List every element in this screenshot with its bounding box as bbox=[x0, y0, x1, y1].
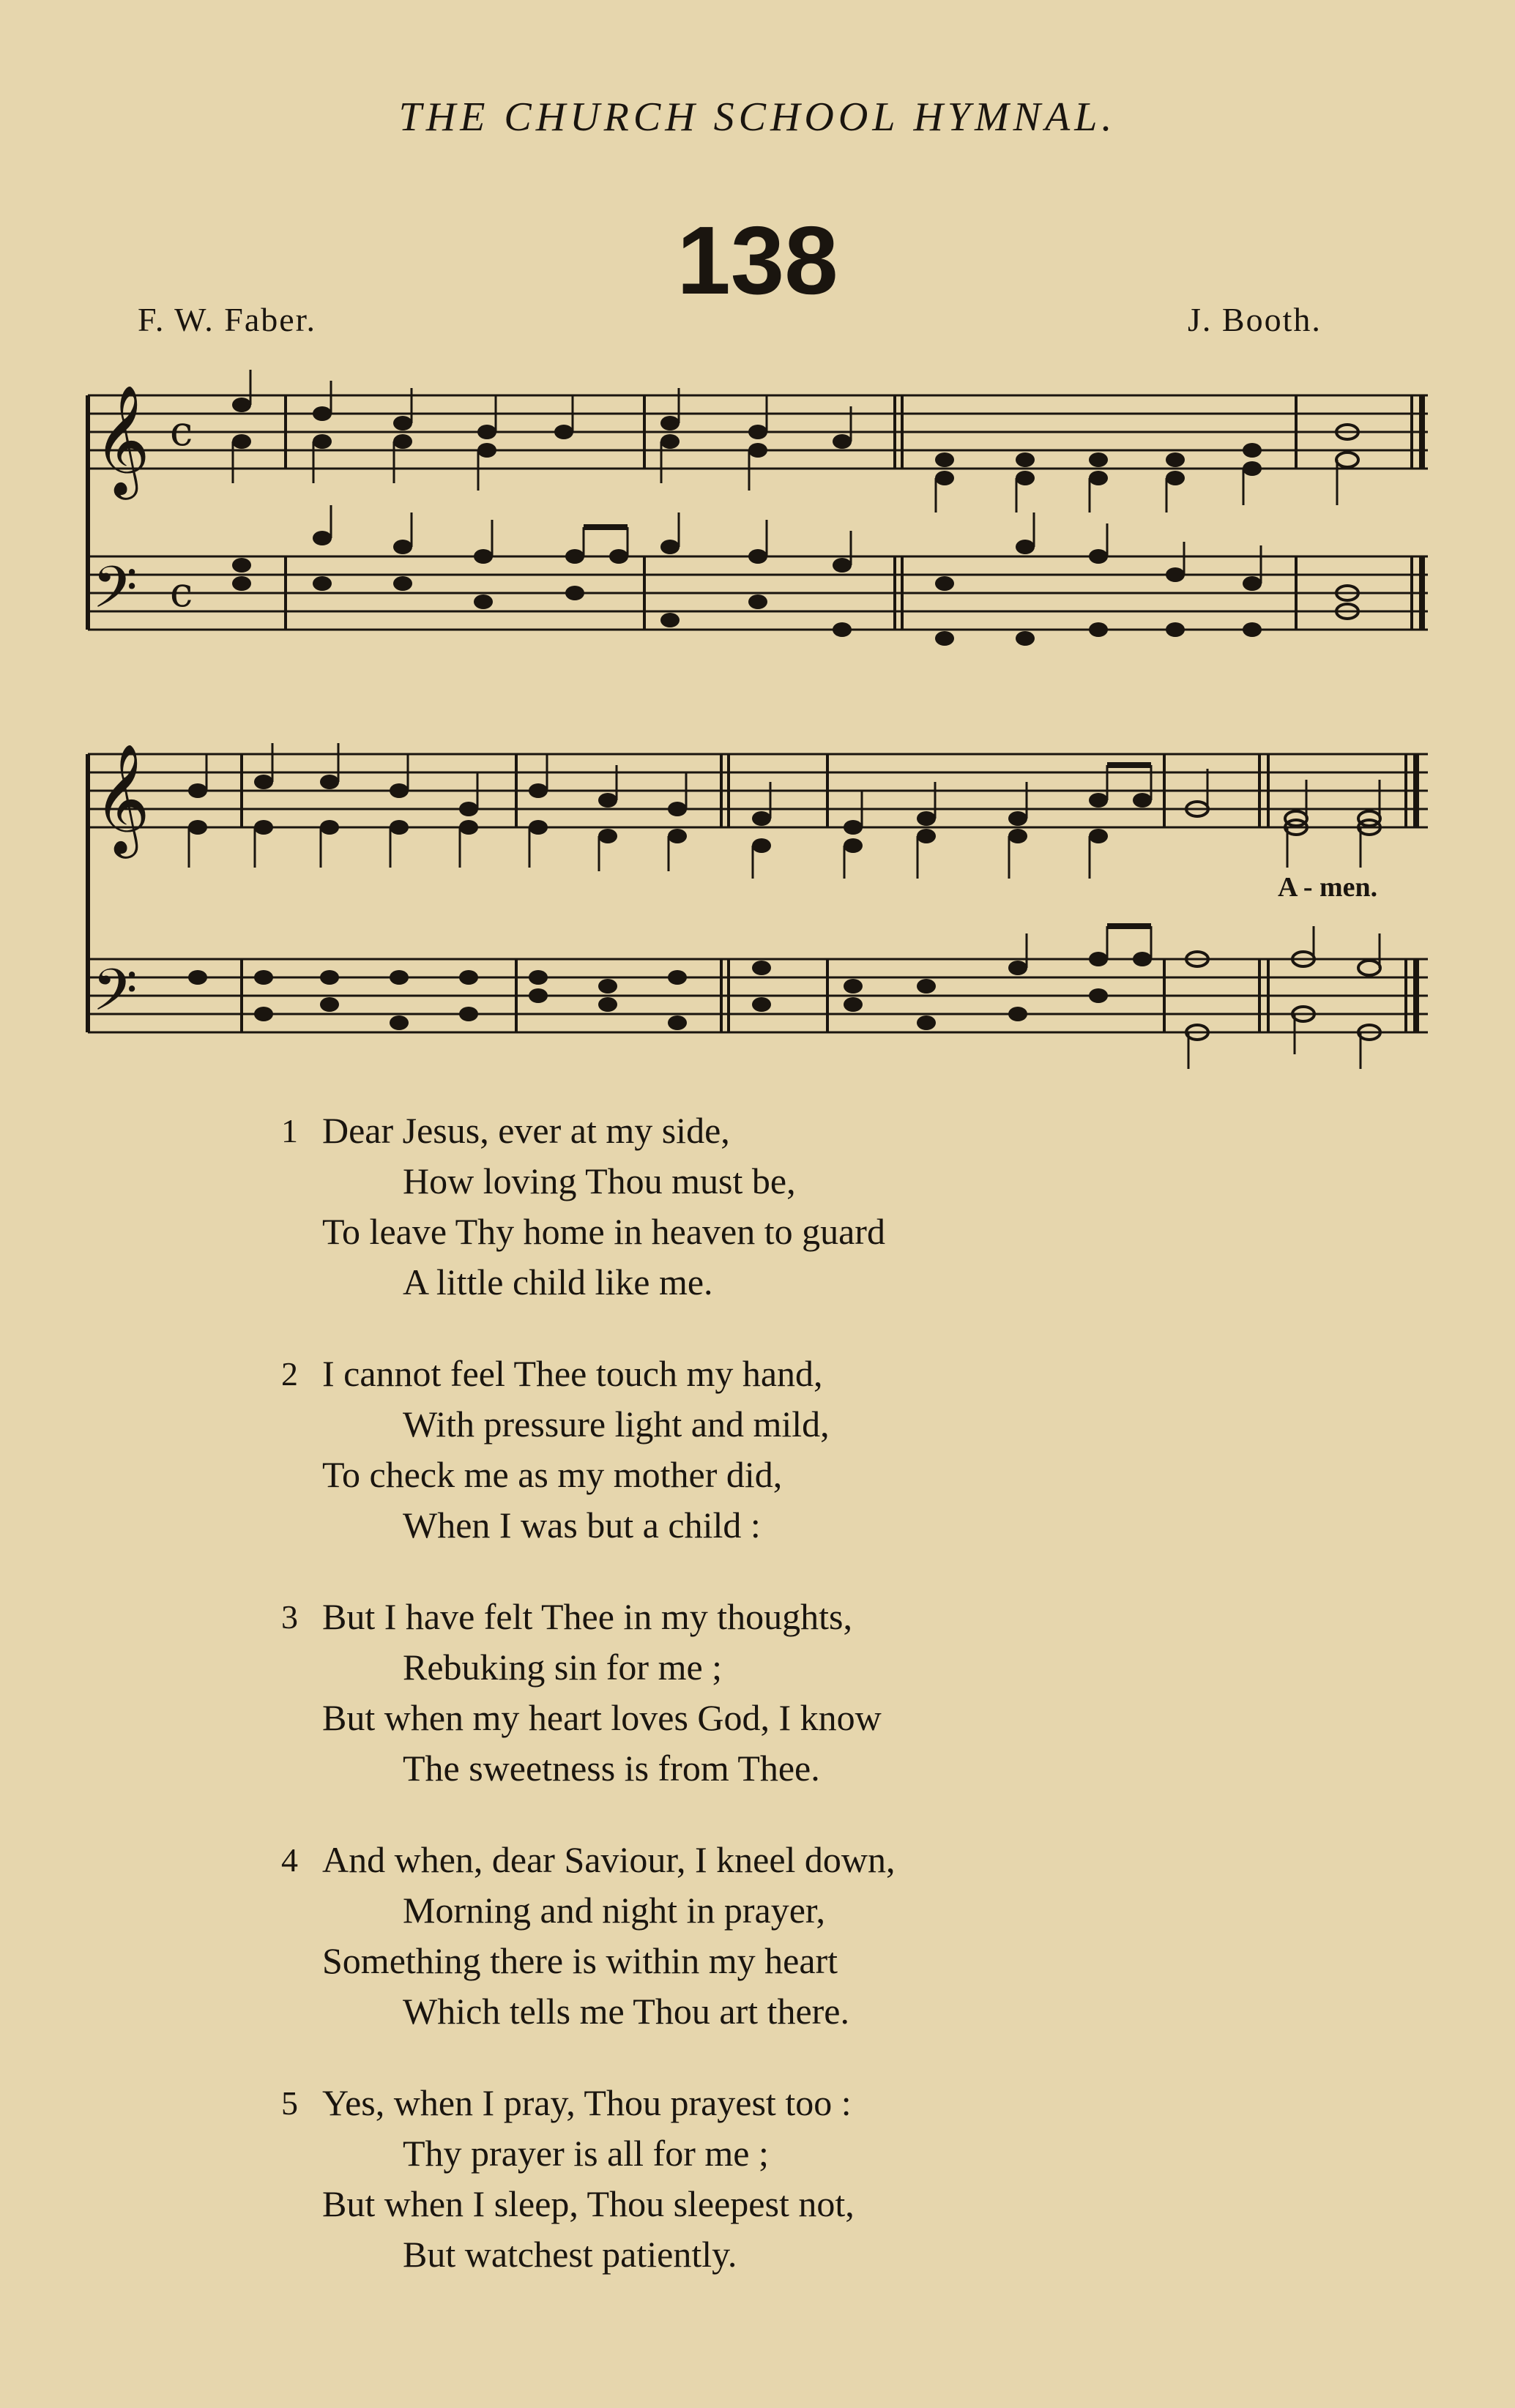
verse-line: I cannot feel Thee touch my hand, bbox=[322, 1353, 823, 1394]
bass-clef: 𝄢 bbox=[92, 956, 138, 1038]
verse-number: 4 bbox=[281, 1841, 298, 1879]
verse-line: To check me as my mother did, bbox=[322, 1454, 783, 1495]
running-head: THE CHURCH SCHOOL HYMNAL. bbox=[398, 94, 1117, 140]
verse-line: When I was but a child : bbox=[403, 1505, 761, 1546]
verse-line: And when, dear Saviour, I kneel down, bbox=[322, 1839, 896, 1880]
barlines bbox=[286, 395, 1422, 630]
verse-4 bbox=[281, 1835, 896, 2037]
verse-line: With pressure light and mild, bbox=[403, 1404, 830, 1445]
barlines bbox=[242, 754, 1416, 1032]
verse-number: 3 bbox=[281, 1598, 298, 1636]
stems-2 bbox=[189, 743, 1380, 1069]
verse-line: How loving Thou must be, bbox=[403, 1160, 796, 1201]
verse-line: Yes, when I pray, Thou prayest too : bbox=[322, 2082, 852, 2123]
music-system-1 bbox=[88, 370, 1428, 646]
hymn-number: 138 bbox=[677, 206, 838, 314]
verse-line: Morning and night in prayer, bbox=[403, 1890, 826, 1931]
verse-line: Thy prayer is all for me ; bbox=[403, 2133, 769, 2174]
bass-clef: 𝄢 bbox=[92, 553, 138, 635]
amen-label: A - men. bbox=[1278, 872, 1378, 903]
verse-line: A little child like me. bbox=[403, 1261, 713, 1302]
verse-line: Which tells me Thou art there. bbox=[403, 1991, 849, 2032]
verse-3 bbox=[281, 1592, 896, 1794]
notes-bass-2 bbox=[188, 952, 1152, 1030]
treble-clef: 𝄞 bbox=[94, 742, 150, 854]
verse-line: But when my heart loves God, I know bbox=[322, 1697, 882, 1738]
common-time: c bbox=[170, 408, 193, 455]
author-credit: F. W. Faber. bbox=[138, 301, 316, 338]
verse-number: 2 bbox=[281, 1355, 298, 1393]
verse-line: Something there is within my heart bbox=[322, 1940, 838, 1981]
verse-line: But I have felt Thee in my thoughts, bbox=[322, 1596, 852, 1637]
verse-line: The sweetness is from Thee. bbox=[403, 1748, 820, 1789]
music-score bbox=[0, 0, 1515, 1069]
verse-line: But when I sleep, Thou sleepest not, bbox=[322, 2183, 855, 2224]
hymn-verses bbox=[281, 1106, 896, 2321]
verse-line: To leave Thy home in heaven to guard bbox=[322, 1211, 885, 1252]
verse-line: Dear Jesus, ever at my side, bbox=[322, 1110, 730, 1151]
half-notes-bass-1 bbox=[1336, 586, 1358, 619]
verse-5 bbox=[281, 2078, 896, 2280]
verse-1 bbox=[281, 1106, 896, 1308]
verse-number: 1 bbox=[281, 1112, 298, 1149]
verse-line: Rebuking sin for me ; bbox=[403, 1647, 723, 1688]
treble-clef: 𝄞 bbox=[94, 384, 150, 495]
verse-line: But watchest patiently. bbox=[403, 2234, 737, 2275]
common-time: c bbox=[170, 569, 193, 616]
composer-credit: J. Booth. bbox=[1188, 301, 1322, 338]
notes-treble-1 bbox=[232, 398, 1262, 485]
half-notes-treble-2 bbox=[1186, 802, 1380, 835]
verse-2 bbox=[281, 1349, 896, 1551]
bass-staff bbox=[88, 556, 1428, 630]
notes-treble-2 bbox=[188, 775, 1152, 853]
verse-number: 5 bbox=[281, 2084, 298, 2122]
music-system-2 bbox=[88, 742, 1428, 1069]
